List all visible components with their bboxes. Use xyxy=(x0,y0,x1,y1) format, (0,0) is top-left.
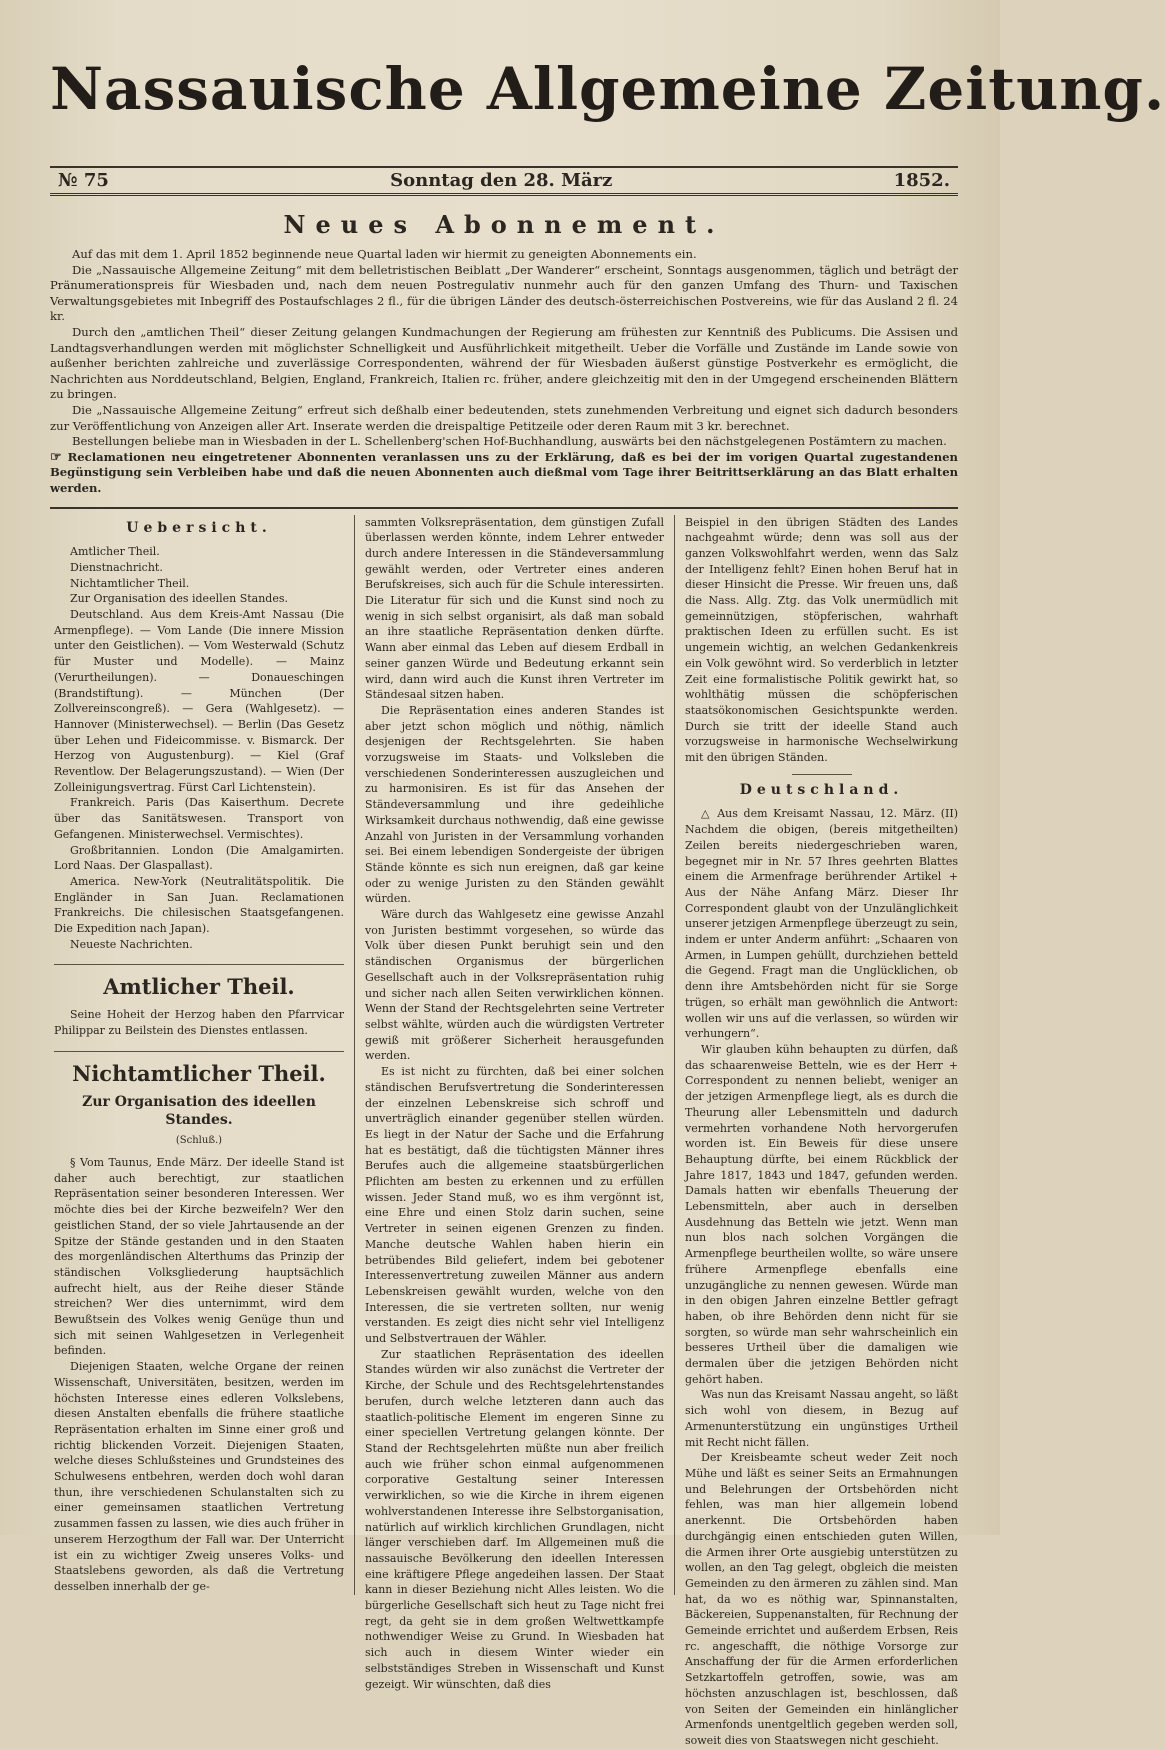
column-1 xyxy=(50,515,355,1595)
toc-item: Deutschland. Aus dem Kreis-Amt Nassau (Die Armenpflege). — Vom Lande (Die innere Mission unter den Geistlichen). — Vom Westerwald (Schutz für Muster und Modelle). — Mainz (Verurtheilungen). — Donaueschingen (Brandstiftung). — München (Der Zollvereinscongreß). — Gera (Wahlgesetz). — Hannover (Ministerwechsel). — Berlin (Das Gesetz über Lehen und Fideicommisse. v. Bismarck. Der Herzog von Augustenburg). — Kiel (Graf Reventlow. Der Belagerungszustand). — Wien (Der Zolleinigungsvertrag. Fürst Carl Lichtenstein). xyxy=(54,608,344,794)
uebersicht-list xyxy=(54,544,344,952)
article-paragraph: Wäre durch das Wahlgesetz eine gewisse Anzahl von Juristen bestimmt vorgesehen, so würde das Volk über diesen Punkt beruhigt sein und den ständischen Organismus der bürgerlichen Gesellschaft auch in der Volksrepräsentation ruhig und sicher nach allen Seiten verwirklichen können. Wenn der Stand der Rechtsgelehrten seine Vertreter selbst wählte, würden auch die würdigsten Vertreter gewiß mit größerer Sicherheit herausgefunden werden. xyxy=(365,908,664,1063)
article-paragraph: Was nun das Kreisamt Nassau angeht, so läßt sich wohl von diesem, in Bezug auf Armenunterstützung ein ungünstiges Urtheil mit Recht nicht fällen. xyxy=(685,1388,958,1449)
abonnement-paragraph: Auf das mit dem 1. April 1852 beginnende neue Quartal laden wir hiermit zu geneigten Abonnements ein. xyxy=(72,247,697,261)
toc-item: America. New-York (Neutralitätspolitik. Die Engländer in San Juan. Reclamationen Frankreichs. Die chilesischen Staatsgefangenen. Die Expedition nach Japan). xyxy=(54,874,344,936)
article-paragraph: Der Kreisbeamte scheut weder Zeit noch Mühe und läßt es seiner Seits an Ermahnungen und Belehrungen der Ortsbehörden nicht fehlen, was man hier allgemein lobend anerkennt. Die Ortsbehörden haben durchgängig einen entschieden guten Willen, die Armen ihrer Orte ausgiebig unterstützen zu wollen, an den Tag gelegt, obgleich die meisten Gemeinden zu den ärmeren zu zählen sind. Man hat, da wo es nöthig war, Spinnanstalten, Bäckereien, Suppenanstalten, für Rechnung der Gemeinde errichtet und außerdem Erbsen, Reis rc. angeschafft, die nöthige Vorsorge zur Anschaffung der für die Armen erforderlichen Setzkartoffeln getroffen, sowie, was am höchsten anzuschlagen ist, beschlossen, daß von Seiten der Gemeinden ein hinlänglicher Armenfonds unentgeltlich gegeben werden soll, soweit dies von Staatswegen nicht geschieht. xyxy=(685,1451,958,1747)
toc-item: Dienstnachricht. xyxy=(70,560,163,574)
article-title: Zur Organisation des ideellen Standes. xyxy=(82,1094,316,1129)
uebersicht-heading: Uebersicht. xyxy=(126,519,272,536)
column-3 xyxy=(675,515,958,1747)
issue-number: № 75 xyxy=(58,170,109,191)
masthead-title: Nassauische Allgemeine Zeitung. xyxy=(50,55,1165,123)
article-continuation: (Schluß.) xyxy=(175,1135,223,1147)
toc-item: Nichtamtlicher Theil. xyxy=(70,576,190,590)
article-paragraph: Zur staatlichen Repräsentation des ideellen Standes würden wir also zunächst die Vertreter der Kirche, der Schule und des Rechtsgelehrtenstandes berufen, durch welche letzteren dann auch das staatlich-politische Element im engeren Sinne zu einer speciellen Vertretung gelangen könnte. Der Stand der Rechtsgelehrten müßte nun aber freilich auch wie früher schon einmal aufgenommenen corporative Gestaltung seiner Interessen verwirklichen, so wie die Kirche in ihrem eigenen wohlverstandenen Interesse ihre Selbstorganisation, natürlich auf wirklich kirchlichen Grundlagen, nicht länger verschieben darf. Im Allgemeinen muß die nassauische Bevölkerung den ideellen Interessen eine kräftigere Pflege angedeihen lassen. Der Staat kann in dieser Beziehung nicht Alles leisten. Wo die bürgerliche Gesellschaft sich heut zu Tage nicht frei regt, da geht sie in dem großen Weltwettkampfe nothwendiger Weise zu Grund. In Wiesbaden hat sich auch in diesem Winter wieder ein selbstständiges Streben in Wissenschaft und Kunst gezeigt. Wir wünschten, daß dies xyxy=(365,1347,664,1691)
article-paragraph: Die Repräsentation eines anderen Standes ist aber jetzt schon möglich und nöthig, nämlich desjenigen der Rechtsgelehrten. Sie haben vorzugsweise im Staats- und Volksleben die verschiedenen Sonderinteressen auszugleichen und zu harmonisiren. Es ist für das Ansehen der Ständeversammlung und ihre gedeihliche Wirksamkeit durchaus nothwendig, daß eine gewisse Anzahl von Juristen in der Versammlung vorhanden sei. Bei einem lebendigen Sondergeiste der übrigen Stände könnte es sich nun ereignen, daß gar keine oder zu wenige Juristen zu den Ständen gewählt würden. xyxy=(365,703,664,906)
reclamation-text: Reclamationen neu eingetretener Abonnenten veranlassen uns zu der Erklärung, daß es bei der im vorigen Quartal zugestandenen Begünstigung sein Verbleiben habe und daß die neuen Abonnenten auch dießmal vom Tage ihrer Beitrittserklärung an das Blatt erhalten werden. xyxy=(50,449,958,495)
amtlich-heading: Amtlicher Theil. xyxy=(103,974,295,1000)
column-2 xyxy=(355,515,675,1691)
article-paragraph: sammten Volksrepräsentation, dem günstigen Zufall überlassen werden könnte, indem Lehrer entweder durch andere Interessen in die Ständeversammlung gewählt werden, oder Vertreter eines anderen Berufskreises, sich auch für die Schule interessirten. Die Literatur für sich und die Kunst sind noch zu wenig in sich selbst organisirt, als daß man sobald an ihre staatliche Repräsentation denken dürfte. Wann aber einmal das Leben auf diesem Erdball in seiner ganzen Würde und Bedeutung erkannt sein wird, dann wird auch die Kunst ihren Vertreter im Ständesaal sitzen haben. xyxy=(365,515,664,702)
article-paragraph: § Vom Taunus, Ende März. Der ideelle Stand ist daher auch berechtigt, zur staatlichen Repräsentation seiner besonderen Interessen. Wer möchte dies bei der Kirche bezweifeln? Wer den geistlichen Stand, der so viele Jahrtausende an der Spitze der Stände gestanden und in den Staaten des morgenländischen Alterthums das Prinzip der ständischen Volksgliederung hauptsächlich aufrecht hielt, aus der Reihe dieser Stände streichen? Wer dies unternimmt, wird dem Bewußtsein des Volkes wenig Genüge thun und sich mit seinen Wahlgesetzen in Verlegenheit befinden. xyxy=(54,1156,344,1358)
article-paragraph: Beispiel in den übrigen Städten des Landes nachgeahmt würde; denn was soll aus der ganzen Volkswohlfahrt werden, wenn das Salz der Intelligenz fehlt? Einen hohen Beruf hat in dieser Hinsicht die Presse. Wir freuen uns, daß die Nass. Allg. Ztg. das Volk unermüdlich mit gemeinnützigen, stöpferischen, wahrhaft praktischen Ideen zu erfüllen sucht. Es ist ungemein wichtig, an welchen Gedankenkreis ein Volk gewöhnt wird. So verderblich in letzter Zeit eine formalistische Politik gewirkt hat, so wohlthätig müssen die schöpferischen staatsökonomischen Gesichtspunkte werden. Durch sie tritt der ideelle Stand auch vorzugsweise in harmonische Wechselwirkung mit den übrigen Ständen. xyxy=(685,515,958,765)
toc-item: Amtlicher Theil. xyxy=(70,545,160,559)
amtlich-text: Seine Hoheit der Herzog haben den Pfarrvicar Philippar zu Beilstein des Dienstes entlassen. xyxy=(54,1008,344,1037)
article-paragraph: Wir glauben kühn behaupten zu dürfen, daß das schaarenweise Betteln, wie es der Herr + Correspondent zu nennen beliebt, weniger an der jetzigen Armenpflege liegt, als es durch die Theurung aller Lebensmitteln und dadurch vermehrten vorhandene Noth hervorgerufen worden ist. Ein Beweis für diese unsere Behauptung dürfte, bei einem Rückblick der Jahre 1817, 1843 und 1847, gefunden werden. Damals hatten wir ebenfalls Theuerung der Lebensmitteln, aber auch in derselben Ausdehnung das Betteln wie jetzt. Wenn man nun blos nach solchen Vorgängen die Armenpflege beurtheilen wollte, so wäre unsere frühere Armenpflege ebenfalls eine unzugängliche zu nennen gewesen. Würde man in den obigen Jahren einzelne Bettler gefragt haben, ob ihre Behörden denn nicht für sie sorgten, so würde man sehr wahrscheinlich ein besseres Urtheil über die damaligen wie dermalen über die jetzigen Behörden nicht gehört haben. xyxy=(685,1043,958,1386)
toc-item: Frankreich. Paris (Das Kaiserthum. Decrete über das Sanitätswesen. Transport von Gefangenen. Ministerwechsel. Vermischtes). xyxy=(54,796,344,841)
nichtamtlich-heading: Nichtamtlicher Theil. xyxy=(72,1060,326,1086)
toc-item: Neueste Nachrichten. xyxy=(70,937,193,951)
deutschland-heading: Deutschland. xyxy=(739,781,904,798)
abonnement-paragraph: Durch den „amtlichen Theil“ dieser Zeitung gelangen Kundmachungen der Regierung am frühesten zur Kenntniß des Publicums. Die Assisen und Landtagsverhandlungen werden mit möglichster Schnelligkeit und Ausführlichkeit mitgetheilt. Ueber die Vorfälle und Zustände im Lande sowie von außenher berichten zahlreiche und zuverlässige Correspondenten, während der für Wiesbaden äußerst günstige Postverkehr es ermöglicht, die Nachrichten aus Norddeutschland, Belgien, England, Frankreich, Italien rc. früher, andere gleichzeitig mit den in der Umgegend erscheinenden Blättern zu bringen. xyxy=(50,324,958,402)
article-paragraph: Es ist nicht zu fürchten, daß bei einer solchen ständischen Berufsvertretung die Sonderinteressen der einzelnen Lebenskreise sich schroff und unverträglich einander gegenüber stellen würden. Es liegt in der Natur der Sache und die Erfahrung hat es bestätigt, daß die tüchtigsten Männer ihres Berufes auch die allgemeine staatsbürgerlichen Pflichten am besten zu erkennen und zu erfüllen wissen. Jeder Stand muß, wo es ihm vergönnt ist, eine Ehre und einen Stolz darin suchen, seine Vertreter in seinen eigenen Grenzen zu finden. Manche deutsche Wahlen haben hierin ein betrübendes Bild geliefert, indem bei gebotener Interessenvertretung zuweilen Männer aus andern Lebenskreisen gewählt wurden, welche von den Interessen, die sie vertreten sollten, nur wenig verstanden. Es zeigt dies nicht sehr viel Intelligenz und Selbstvertrauen der Wähler. xyxy=(365,1065,664,1346)
issue-date: Sonntag den 28. März xyxy=(390,170,613,191)
abonnement-title: Neues Abonnement. xyxy=(283,210,725,239)
abonnement-paragraph: Die „Nassauische Allgemeine Zeitung“ mit dem belletristischen Beiblatt „Der Wanderer“ erscheint, Sonntags ausgenommen, täglich und beträgt der Pränumerationspreis für Wiesbaden und, nach dem neuen Postregulativ nunmehr auch für den ganzen Umfang des Thurn- und Taxischen Verwaltungsgebietes mit Inbegriff des Postaufschlages 2 fl., für die übrigen Länder des deutsch-österreichischen Postvereins, wie für das Ausland 2 fl. 24 kr. xyxy=(50,262,958,324)
abonnement-paragraph: Die „Nassauische Allgemeine Zeitung“ erfreut sich deßhalb einer bedeutenden, stets zunehmenden Verbreitung und eignet sich dadurch besonders zur Veröffentlichung von Anzeigen aller Art. Inserate werden die dreispaltige Petitzeile oder deren Raum mit 3 kr. berechnet. xyxy=(50,402,958,433)
article-paragraph: Diejenigen Staaten, welche Organe der reinen Wissenschaft, Universitäten, besitzen, werden im höchsten Interesse eines edleren Volkslebens, diesen Anstalten ebenfalls die frühere staatliche Repräsentation erhalten im Sinne einer groß und richtig blickenden Vorzeit. Diejenigen Staaten, welche dieses Schlußsteines und Grundsteines des Schulwesens entbehren, werden doch wohl daran thun, ihre verschiedenen Schulanstalten sich zu einer gemeinsamen staatlichen Vertretung zusammen fassen zu lassen, wie dies auch früher in unserem Herzogthum der Fall war. Der Unterricht ist ein zu wichtiger Zweig unseres Volks- und Staatslebens geworden, als daß die Vertretung desselben innerhalb der ge- xyxy=(54,1360,344,1593)
dateline xyxy=(50,166,958,196)
toc-item: Großbritannien. London (Die Amalgamirten. Lord Naas. Der Glaspallast). xyxy=(54,843,344,873)
toc-item: Zur Organisation des ideellen Standes. xyxy=(70,592,288,606)
article-paragraph: △ Aus dem Kreisamt Nassau, 12. März. (II) Nachdem die obigen, (bereis mitgetheilten) Zeilen bereits niedergeschrieben waren, begegnet mir in Nr. 57 Ihres geehrten Blattes einem die Armenfrage berührender Artikel + Aus der Nähe Anfang März. Dieser Ihr Correspondent glaubt von der Unzulänglichkeit unserer jetzigen Armenpflege überzeugt zu sein, indem er unter Anderm anführt: „Schaaren von Armen, in Lumpen gehüllt, durchziehen betteld die Gegend. Fragt man die Unglücklichen, ob denn ihre Amtsbehörden nicht für sie Sorge trügen, so erhält man gewöhnlich die Antwort: wollen wir uns auf die verlassen, so würden wir verhungern“. xyxy=(685,807,958,1041)
article-columns xyxy=(50,515,958,1747)
divider xyxy=(54,1051,344,1052)
divider xyxy=(54,964,344,965)
reclamation-notice xyxy=(50,450,958,497)
pointing-hand-icon: ☞ xyxy=(50,449,62,465)
abonnement-paragraph: Bestellungen beliebe man in Wiesbaden in der L. Schellenberg'schen Hof-Buchhandlung, auswärts bei den nächstgelegenen Postämtern zu machen. xyxy=(72,434,947,449)
abonnement-notice xyxy=(50,247,958,509)
issue-year: 1852. xyxy=(893,170,950,191)
divider xyxy=(792,774,852,775)
